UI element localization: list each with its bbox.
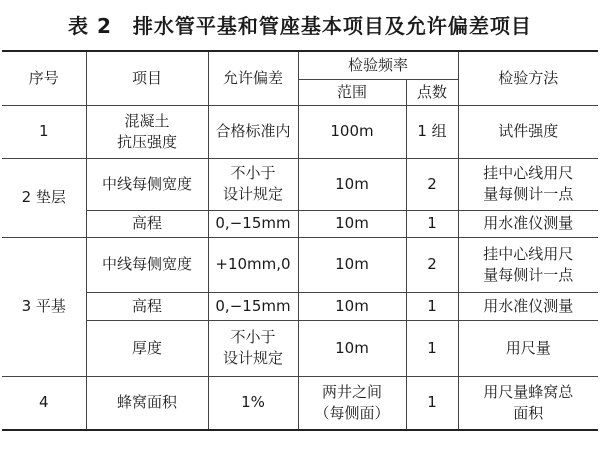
row3a-range: 10m bbox=[298, 237, 406, 292]
row3a-tolerance: +10mm,0 bbox=[208, 237, 298, 292]
row2-seq: 2 垫层 bbox=[2, 158, 86, 237]
row2b-tolerance: 0,−15mm bbox=[208, 210, 298, 237]
row3a-method: 挂中心线用尺 量每侧计一点 bbox=[458, 237, 598, 292]
row1-seq: 1 bbox=[2, 105, 86, 158]
row2a-tolerance: 不小于 设计规定 bbox=[208, 158, 298, 210]
table-row bbox=[2, 158, 598, 210]
row2b-method: 用水准仪测量 bbox=[458, 210, 598, 237]
row2b-item: 高程 bbox=[86, 210, 208, 237]
row2b-points: 1 bbox=[406, 210, 458, 237]
row3c-tolerance: 不小于 设计规定 bbox=[208, 320, 298, 376]
row2a-range: 10m bbox=[298, 158, 406, 210]
row2a-item: 中线每侧宽度 bbox=[86, 158, 208, 210]
row3a-points: 2 bbox=[406, 237, 458, 292]
row3a-item: 中线每侧宽度 bbox=[86, 237, 208, 292]
tolerance-table bbox=[2, 50, 598, 431]
table-row bbox=[2, 105, 598, 158]
row2a-method: 挂中心线用尺 量每侧计一点 bbox=[458, 158, 598, 210]
header-range: 范围 bbox=[298, 79, 406, 105]
row1-range: 100m bbox=[298, 105, 406, 158]
row3c-points: 1 bbox=[406, 320, 458, 376]
row2b-range: 10m bbox=[298, 210, 406, 237]
row3b-points: 1 bbox=[406, 292, 458, 320]
row4-method: 用尺量蜂窝总 面积 bbox=[458, 376, 598, 430]
row3b-item: 高程 bbox=[86, 292, 208, 320]
row3b-tolerance: 0,−15mm bbox=[208, 292, 298, 320]
row2a-points: 2 bbox=[406, 158, 458, 210]
table-row bbox=[2, 292, 598, 320]
table-row bbox=[2, 237, 598, 292]
header-item: 项目 bbox=[86, 51, 208, 105]
header-tolerance: 允许偏差 bbox=[208, 51, 298, 105]
row1-item: 混凝土 抗压强度 bbox=[86, 105, 208, 158]
row1-tolerance: 合格标准内 bbox=[208, 105, 298, 158]
row4-range: 两井之间 （每侧面） bbox=[298, 376, 406, 430]
row1-method: 试件强度 bbox=[458, 105, 598, 158]
header-row bbox=[2, 51, 598, 79]
row4-seq: 4 bbox=[2, 376, 86, 430]
table-row bbox=[2, 210, 598, 237]
row4-tolerance: 1% bbox=[208, 376, 298, 430]
table-row bbox=[2, 376, 598, 430]
row4-points: 1 bbox=[406, 376, 458, 430]
row3c-item: 厚度 bbox=[86, 320, 208, 376]
row3b-method: 用水准仪测量 bbox=[458, 292, 598, 320]
table-title: 表 2 排水管平基和管座基本项目及允许偏差项目 bbox=[68, 14, 532, 38]
header-seq: 序号 bbox=[2, 51, 86, 105]
row4-item: 蜂窝面积 bbox=[86, 376, 208, 430]
row1-points: 1 组 bbox=[406, 105, 458, 158]
row3-seq: 3 平基 bbox=[2, 237, 86, 376]
row3b-range: 10m bbox=[298, 292, 406, 320]
header-frequency: 检验频率 bbox=[298, 51, 458, 79]
header-method: 检验方法 bbox=[458, 51, 598, 105]
table-row bbox=[2, 320, 598, 376]
row3c-range: 10m bbox=[298, 320, 406, 376]
row3c-method: 用尺量 bbox=[458, 320, 598, 376]
header-points: 点数 bbox=[406, 79, 458, 105]
